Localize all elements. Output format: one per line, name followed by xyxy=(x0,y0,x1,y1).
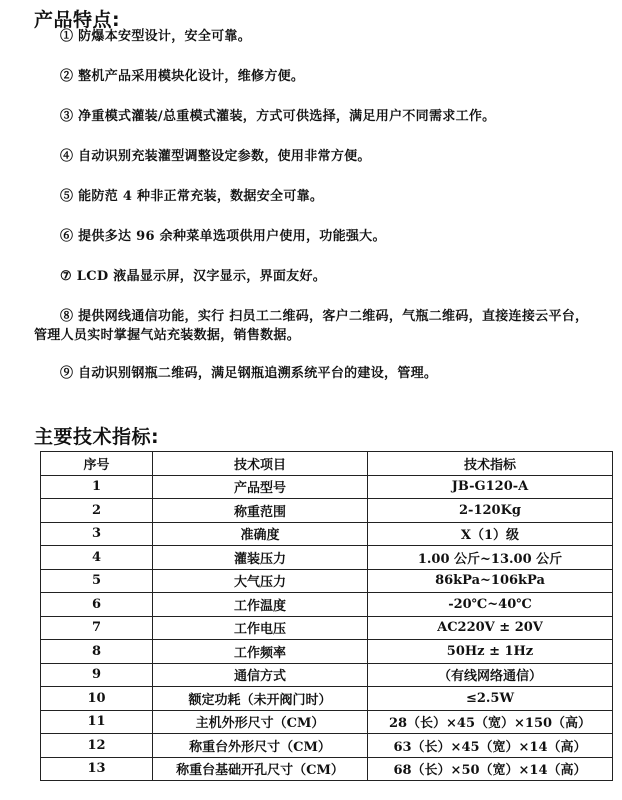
cell-index: 3 xyxy=(41,522,153,546)
cell-index: 7 xyxy=(41,616,153,640)
cell-index: 6 xyxy=(41,593,153,617)
cell-spec: 68（长）×50（宽）×14（高） xyxy=(368,757,613,781)
cell-item: 工作电压 xyxy=(153,616,368,640)
cell-spec: 63（长）×45（宽）×14（高） xyxy=(368,734,613,758)
cell-spec: X（1）级 xyxy=(368,522,613,546)
cell-index: 11 xyxy=(41,710,153,734)
cell-spec: 2-120Kg xyxy=(368,499,613,523)
features-heading: 产品特点: xyxy=(34,9,121,31)
cell-item: 称重台基础开孔尺寸（CM） xyxy=(153,757,368,781)
table-row xyxy=(41,475,613,499)
cell-index: 2 xyxy=(41,499,153,523)
cell-spec: 86kPa~106kPa xyxy=(368,569,613,593)
cell-item: 主机外形尺寸（CM） xyxy=(153,710,368,734)
table-row xyxy=(41,546,613,570)
feature-item: ⑤ 能防范 4 种非正常充装，数据安全可靠。 xyxy=(60,189,324,204)
cell-spec: AC220V ± 20V xyxy=(368,616,613,640)
cell-index: 8 xyxy=(41,640,153,664)
cell-index: 4 xyxy=(41,546,153,570)
feature-list xyxy=(34,27,594,404)
cell-spec: 1.00 公斤~13.00 公斤 xyxy=(368,546,613,570)
feature-item: ③ 净重模式灌装/总重模式灌装，方式可供选择，满足用户不同需求工作。 xyxy=(60,109,496,124)
feature-item: ⑧ 提供网线通信功能，实行 扫员工二维码，客户二维码，气瓶二维码，直接连接云平台，管理人员实时掌握气站充装数据，销售数据。 xyxy=(34,309,589,343)
cell-index: 5 xyxy=(41,569,153,593)
cell-index: 9 xyxy=(41,663,153,687)
table-row xyxy=(41,522,613,546)
table-row xyxy=(41,593,613,617)
table-row xyxy=(41,569,613,593)
header-cell-index: 序号 xyxy=(41,452,153,476)
header-cell-spec: 技术指标 xyxy=(368,452,613,476)
cell-item: 称重范围 xyxy=(153,499,368,523)
table-row xyxy=(41,710,613,734)
cell-item: 额定功耗（未开阀门时） xyxy=(153,687,368,711)
cell-item: 通信方式 xyxy=(153,663,368,687)
cell-index: 10 xyxy=(41,687,153,711)
table-row xyxy=(41,640,613,664)
header-cell-item: 技术项目 xyxy=(153,452,368,476)
cell-index: 1 xyxy=(41,475,153,499)
cell-spec: 50Hz ± 1Hz xyxy=(368,640,613,664)
cell-item: 大气压力 xyxy=(153,569,368,593)
feature-item: ⑥ 提供多达 96 余种菜单选项供用户使用，功能强大。 xyxy=(60,229,386,244)
cell-spec: （有线网络通信） xyxy=(368,663,613,687)
feature-item: ⑨ 自动识别钢瓶二维码，满足钢瓶追溯系统平台的建设，管理。 xyxy=(60,366,438,381)
cell-item: 准确度 xyxy=(153,522,368,546)
cell-spec: ≤2.5W xyxy=(368,687,613,711)
feature-item: ② 整机产品采用模块化设计，维修方便。 xyxy=(60,69,305,84)
feature-item: ⑦ LCD 液晶显示屏，汉字显示，界面友好。 xyxy=(60,269,327,284)
feature-item: ④ 自动识别充装灌型调整设定参数，使用非常方便。 xyxy=(60,149,371,164)
table-row xyxy=(41,734,613,758)
feature-item: ① 防爆本安型设计，安全可靠。 xyxy=(60,29,252,44)
table-header-row xyxy=(41,452,613,476)
specs-heading: 主要技术指标: xyxy=(34,426,160,448)
table-row xyxy=(41,663,613,687)
cell-item: 工作频率 xyxy=(153,640,368,664)
table-row xyxy=(41,616,613,640)
table-row xyxy=(41,687,613,711)
cell-spec: JB-G120-A xyxy=(368,475,613,499)
cell-item: 称重台外形尺寸（CM） xyxy=(153,734,368,758)
cell-spec: 28（长）×45（宽）×150（高） xyxy=(368,710,613,734)
table-row xyxy=(41,499,613,523)
spec-table xyxy=(40,451,613,781)
table-row xyxy=(41,757,613,781)
cell-index: 12 xyxy=(41,734,153,758)
cell-spec: -20℃~40℃ xyxy=(368,593,613,617)
cell-item: 灌装压力 xyxy=(153,546,368,570)
cell-item: 产品型号 xyxy=(153,475,368,499)
cell-item: 工作温度 xyxy=(153,593,368,617)
cell-index: 13 xyxy=(41,757,153,781)
